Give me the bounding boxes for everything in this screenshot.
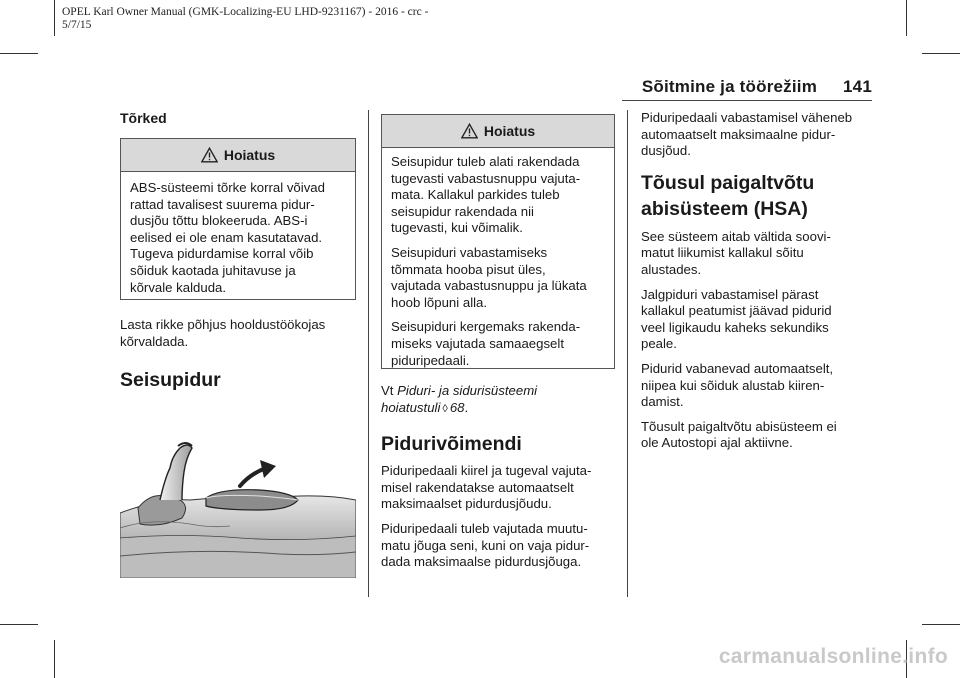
xref-page[interactable]: 68 <box>449 399 465 415</box>
warning-box-abs <box>120 138 356 300</box>
text-line: misel rakendatakse automaatselt <box>381 479 574 495</box>
heading-line: Tõusul paigaltvõtu <box>641 171 815 194</box>
warning-header <box>382 115 614 148</box>
warning-line: sõiduk kaotada juhitavuse ja <box>130 262 296 278</box>
paragraph-intro <box>641 110 881 160</box>
paragraph <box>641 361 881 411</box>
warning-line: tõmmata hooba pisut üles, <box>391 261 546 277</box>
crop-mark-bottom-left-h <box>0 624 38 625</box>
warning-line: hoob lõpuni alla. <box>391 294 488 310</box>
warning-line: tugevasti, kui võimalik. <box>391 220 523 236</box>
warning-line: miseks vajutada samaaegselt <box>391 335 564 351</box>
xref-suffix: . <box>464 399 469 415</box>
heading-hill-start-assist <box>641 170 881 222</box>
paragraph-repair <box>120 317 360 350</box>
crop-mark-top-right-v <box>906 0 907 36</box>
crop-mark-top-left-v <box>54 0 55 36</box>
column-divider-1 <box>368 110 369 597</box>
warning-header <box>121 139 355 172</box>
parking-brake-illustration <box>120 438 356 578</box>
crop-mark-bottom-left-v <box>54 640 55 678</box>
xref-prefix: Vt <box>381 383 398 398</box>
column-3 <box>641 110 881 452</box>
warning-line: kõrvale kalduda. <box>130 279 227 295</box>
paragraph <box>381 463 621 513</box>
heading-brake-assist: Pidurivõimendi <box>381 433 522 456</box>
text-line: matu jõuga seni, kuni on vaja pidur- <box>381 537 590 553</box>
warning-body <box>121 172 355 296</box>
text-line: damist. <box>641 394 684 410</box>
warning-triangle-icon <box>461 123 478 139</box>
heading-faults: Tõrked <box>120 110 167 126</box>
paragraph <box>641 229 881 279</box>
text-line: Lasta rikke põhjus hooldustöökojas <box>120 317 326 332</box>
page-number: 141 <box>843 77 872 96</box>
warning-line: Seisupidur tuleb alati rakendada <box>391 154 580 169</box>
warning-line: piduripedaali. <box>391 352 470 368</box>
text-line: peale. <box>641 336 677 352</box>
document-meta-line1: OPEL Karl Owner Manual (GMK-Localizing-EU LHD-9231167) - 2016 - crc - <box>62 6 429 18</box>
header-rule <box>622 100 872 101</box>
text-line: dada maksimaalse pidurdusjõuga. <box>381 554 582 570</box>
heading-parking-brake: Seisupidur <box>120 369 221 392</box>
text-line: veel ligikaudu kaheks sekundiks <box>641 319 829 335</box>
text-line: See süsteem aitab vältida soovi- <box>641 228 831 244</box>
text-line: automaatselt maksimaalne pidur- <box>641 126 836 142</box>
xref-title[interactable]: Piduri- ja sidurisüsteemi <box>397 383 538 398</box>
page-ref-icon: ◊ <box>442 402 448 415</box>
crop-mark-top-left-h <box>0 53 38 54</box>
warning-title: Hoiatus <box>483 123 536 139</box>
text-line: ole Autostopi ajal aktiivne. <box>641 435 793 451</box>
text-line: Piduripedaali kiirel ja tugeval vajuta- <box>381 463 592 479</box>
running-head <box>642 77 872 97</box>
warning-line: Seisupiduri vabastamiseks <box>391 244 548 260</box>
warning-paragraph <box>391 319 605 369</box>
warning-text <box>130 180 346 296</box>
column-1-body <box>120 317 360 393</box>
text-line: maksimaalset pidurdusjõudu. <box>381 496 552 512</box>
warning-line: dusjõu tõttu blokeeruda. ABS-i <box>130 213 308 229</box>
column-1 <box>120 110 360 126</box>
xref-title-cont[interactable]: hoiatustuli <box>381 399 441 415</box>
warning-line: seisupidur rakendada nii <box>391 203 534 219</box>
warning-body <box>382 148 614 369</box>
warning-line: Tugeva pidurdamise korral võib <box>130 246 314 262</box>
text-line: Tõusult paigaltvõtu abisüsteem ei <box>641 418 837 434</box>
column-divider-2 <box>627 110 628 597</box>
text-line: Piduripedaali vabastamisel väheneb <box>641 110 853 125</box>
warning-paragraph <box>391 245 605 311</box>
document-meta-line2: 5/7/15 <box>62 19 92 31</box>
watermark-logo: carmanualsonline.info <box>718 645 948 668</box>
warning-line: rattad tavalisest suurema pidur- <box>130 196 315 212</box>
text-line: niipea kui sõiduk alustab kiiren- <box>641 377 825 393</box>
heading-line: abisüsteem (HSA) <box>641 197 808 220</box>
paragraph <box>641 287 881 353</box>
warning-line: tugevasti vabastusnuppu vajuta- <box>391 170 581 186</box>
warning-line: vajutada vabastusnuppu ja lükata <box>391 278 587 294</box>
text-line: Pidurid vabanevad automaatselt, <box>641 360 834 376</box>
warning-paragraph <box>391 154 605 237</box>
warning-triangle-icon <box>201 147 218 163</box>
warning-line: eelised ei ole enam kasutatavad. <box>130 229 323 245</box>
text-line: kallakul peatumist jäävad pidurid <box>641 303 832 319</box>
document-meta <box>62 6 428 32</box>
paragraph <box>641 419 881 452</box>
section-title: Sõitmine ja töörežiim <box>641 77 818 96</box>
cross-reference <box>381 383 621 417</box>
column-2-body <box>381 383 621 571</box>
text-line: kõrvaldada. <box>120 333 189 349</box>
text-line: Piduripedaali tuleb vajutada muutu- <box>381 520 588 536</box>
text-line: alustades. <box>641 261 702 277</box>
text-line: matut liikumist kallakul sõitu <box>641 245 804 261</box>
text-line: Jalgpiduri vabastamisel pärast <box>641 286 819 302</box>
warning-line: ABS-süsteemi tõrke korral võivad <box>130 180 325 195</box>
crop-mark-bottom-right-h <box>922 624 960 625</box>
text-line: dusjõud. <box>641 143 691 159</box>
warning-line: Seisupiduri kergemaks rakenda- <box>391 319 581 335</box>
crop-mark-top-right-h <box>922 53 960 54</box>
warning-title: Hoiatus <box>223 147 276 163</box>
paragraph <box>381 521 621 571</box>
warning-box-parking-brake <box>381 114 615 369</box>
warning-line: mata. Kallakul parkides tuleb <box>391 187 560 203</box>
